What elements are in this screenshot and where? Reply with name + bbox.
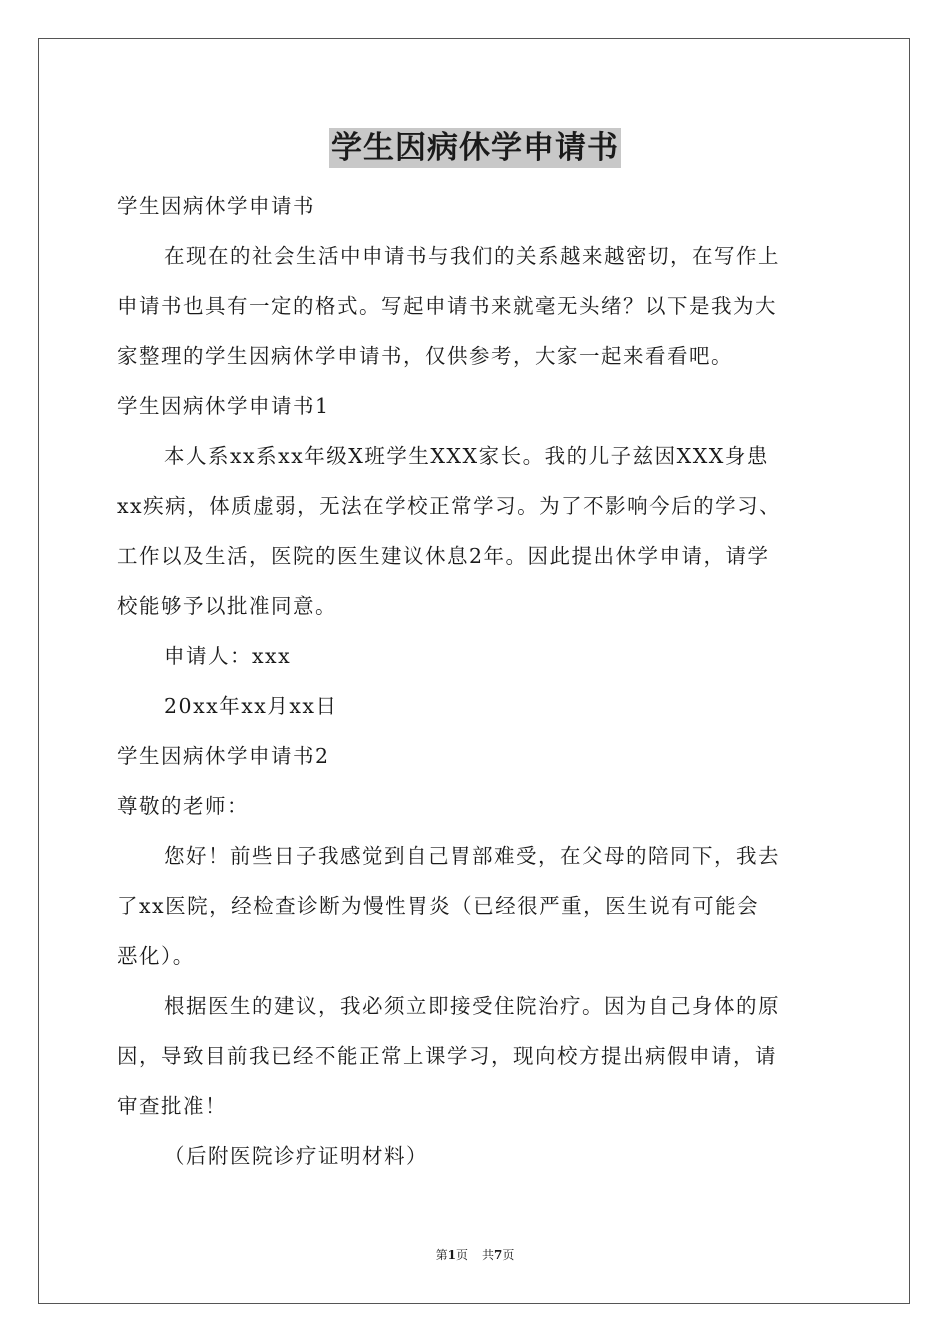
paragraph-line: 本人系xx系xx年级X班学生XXX家长。我的儿子兹因XXX身患 — [164, 444, 769, 468]
paragraph-line: 恶化）。 — [117, 944, 195, 968]
paragraph-line: 家整理的学生因病休学申请书，仅供参考，大家一起来看看吧。 — [117, 344, 733, 368]
total-suffix: 页 — [502, 1248, 515, 1262]
document-title: 学生因病休学申请书 — [331, 130, 619, 166]
title-container — [0, 128, 950, 168]
paragraph-line: 申请书也具有一定的格式。写起申请书来就毫无头绪？以下是我为大 — [117, 294, 777, 318]
page-total: 7 — [494, 1248, 503, 1262]
date-line: 20xx年xx月xx日 — [164, 694, 338, 718]
applicant-line: 申请人：xxx — [164, 644, 292, 668]
paragraph-line: 在现在的社会生活中申请书与我们的关系越来越密切，在写作上 — [164, 244, 780, 268]
paragraph-line: xx疾病，体质虚弱，无法在学校正常学习。为了不影响今后的学习、 — [117, 494, 782, 518]
section-heading: 学生因病休学申请书1 — [117, 394, 330, 418]
section-heading: 学生因病休学申请书 — [117, 194, 315, 218]
page-prefix: 第 — [435, 1248, 448, 1262]
document-body — [117, 181, 837, 1181]
paragraph-line: 因，导致目前我已经不能正常上课学习，现向校方提出病假申请，请 — [117, 1044, 777, 1068]
section-heading: 学生因病休学申请书2 — [117, 744, 330, 768]
paragraph-line: 了xx医院，经检查诊断为慢性胃炎（已经很严重，医生说有可能会 — [117, 894, 760, 918]
paragraph-line: 审查批准！ — [117, 1094, 227, 1118]
salutation-line: 尊敬的老师： — [117, 794, 249, 818]
attachment-note: （后附医院诊疗证明材料） — [164, 1144, 428, 1168]
page-footer — [0, 1247, 950, 1263]
total-prefix: 共 — [482, 1248, 495, 1262]
paragraph-line: 您好！前些日子我感觉到自己胃部难受，在父母的陪同下，我去 — [164, 844, 780, 868]
paragraph-line: 根据医生的建议，我必须立即接受住院治疗。因为自己身体的原 — [164, 994, 780, 1018]
page-current: 1 — [447, 1248, 456, 1262]
paragraph-line: 校能够予以批准同意。 — [117, 594, 337, 618]
page-suffix: 页 — [455, 1248, 468, 1262]
paragraph-line: 工作以及生活，医院的医生建议休息2年。因此提出休学申请，请学 — [117, 544, 770, 568]
